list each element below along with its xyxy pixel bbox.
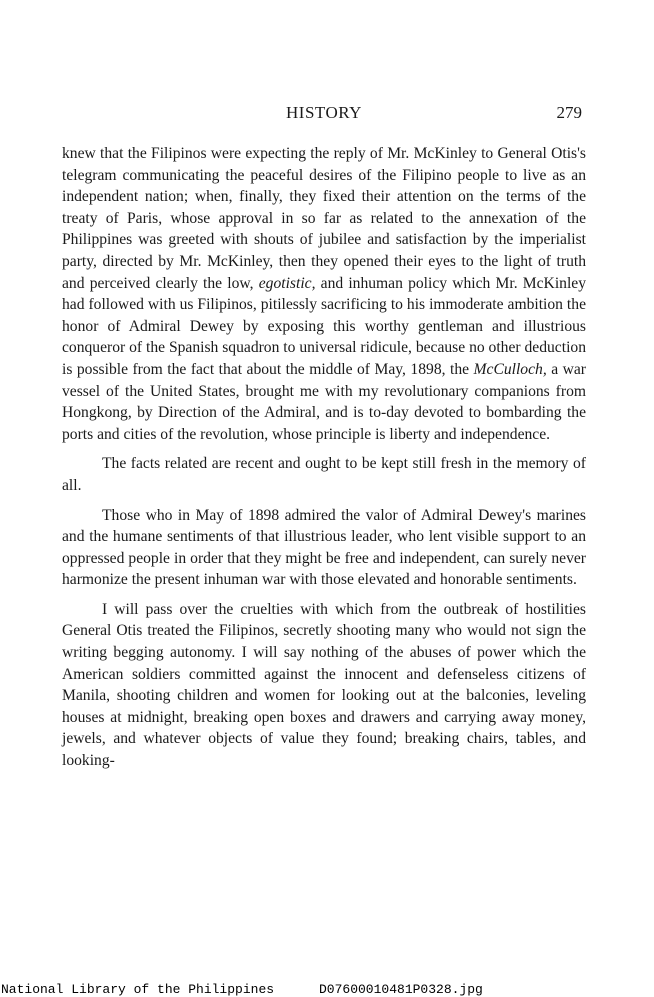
body-text xyxy=(62,143,586,772)
paragraph-3: Those who in May of 1898 admired the valor of Admiral Dewey's marines and the humane sentiments of that illustrious leader, who lent visible support to an oppressed people in order that they might be free and independent, can surely never harmonize the present inhuman war with those elevated and honorable sentiments. xyxy=(62,506,586,589)
paragraph-4: I will pass over the cruelties with which from the outbreak of hostilities General Otis treated the Filipinos, secretly shooting many who would not sign the writing begging autonomy. I will say nothing of the abuses of power which the American soldiers committed against the innocent and defenseless citizens of Manila, shooting children and women for looking out at the balconies, leveling houses at midnight, breaking open boxes and drawers and carrying away money, jewels, and whatever objects of value they found; breaking chairs, tables, and looking- xyxy=(62,600,586,770)
paragraph-1-text-b: and inhuman policy which Mr. McKinley had followed with us Filipinos, pitilessly sacrificing to his immoderate ambition the honor of Admiral Dewey by exposing this worthy gentleman and illustrious conqueror of the Spanish squadron to universal ridicule, because no other deduction is possible from the fact that about the middle of May, 1898, the xyxy=(62,274,586,378)
paragraph-1-italic-mcculloch: McCulloch, xyxy=(473,360,547,378)
paragraph-1-italic-egotistic: egotistic, xyxy=(258,274,316,292)
paragraph-1-text-c: a war vessel of the United States, brought me with my revolutionary companions from Hongkong, by Direction of the Admiral, and is to-day devoted to bombarding the ports and cities of the revolution, whose principle is liberty and independence. xyxy=(62,360,586,443)
scan-footer xyxy=(0,982,654,997)
footer-filename: D07600010481P0328.jpg xyxy=(319,982,483,997)
paragraph-1-text-a: knew that the Filipinos were expecting the reply of Mr. McKinley to General Otis's telegram communicating the peaceful desires of the Filipino people to live as an independent nation; when, finally, they fixed their attention on the terms of the treaty of Paris, whose approval in so far as related to the annexation of the Philippines was greeted with shouts of jubilee and satisfaction by the imperialist party, directed by Mr. McKinley, then they opened their eyes to the light of truth and perceived clearly the low, xyxy=(62,145,586,292)
footer-source: National Library of the Philippines xyxy=(1,982,275,997)
running-title: HISTORY xyxy=(286,103,362,122)
running-head xyxy=(60,103,588,127)
paragraph-2: The facts related are recent and ought to be kept still fresh in the memory of all. xyxy=(62,455,586,494)
paragraph-1 xyxy=(62,143,586,445)
page-number: 279 xyxy=(556,103,582,122)
